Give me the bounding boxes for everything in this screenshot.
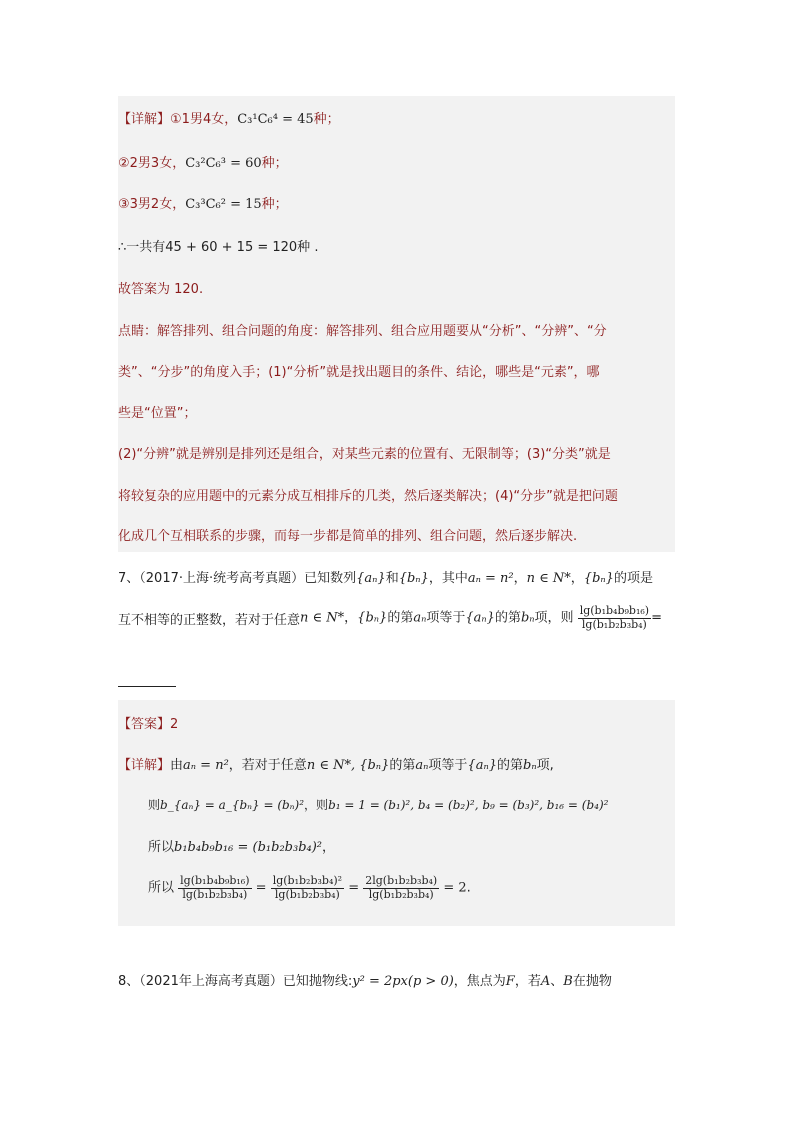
note-line-4: (2)“分辨”就是辨别是排列还是组合，对某些元素的位置有、无限制等；(3)“分类”就是 xyxy=(118,447,611,462)
detail-line-3: ③3男2女，C₃³C₆² = 15种； xyxy=(118,197,288,212)
detail2-line-2: 则b_{aₙ} = a_{bₙ} = (bₙ)²，则b₁ = 1 = (b₁)², b₄ = (b₂)², b₉ = (b₃)², b₁₆ = (b₄)² xyxy=(148,798,609,812)
detail2-line-1: 【详解】由aₙ = n²，若对于任意n ∈ N*, {bₙ}的第aₙ项等于{aₙ}的第bₙ项, xyxy=(118,758,554,773)
answer-blank xyxy=(118,686,176,687)
q8-line-1: 8、（2021年上海高考真题）已知抛物线:y² = 2px(p > 0)，焦点为F，若A、B在抛物 xyxy=(118,974,612,989)
detail-line-1: 【详解】①1男4女，C₃¹C₆⁴ = 45种； xyxy=(118,112,340,127)
note-line-2: 类”、“分步”的角度入手；(1)“分析”就是找出题目的条件、结论，哪些是“元素”，哪 xyxy=(118,365,600,380)
answer-statement: 故答案为 120. xyxy=(118,282,204,297)
note-line-5: 将较复杂的应用题中的元素分成互相排斥的几类，然后逐类解决；(4)“分步”就是把问题 xyxy=(118,489,618,504)
detail-tag: 【详解】 xyxy=(118,112,171,127)
q7-line-2: 互不相等的正整数，若对于任意n ∈ N*，{bₙ}的第aₙ项等于{aₙ}的第bₙ项，则 $\frac{\text{lg(b₁b₄b₉b₁₆)}}{\text{lg(b₁b₂b₃b₄)}}$ = xyxy=(118,604,662,631)
detail2-line-3: 所以b₁b₄b₉b₁₆ = (b₁b₂b₃b₄)²， xyxy=(148,840,336,855)
note-line-3: 些是“位置”； xyxy=(118,406,197,421)
detail2-line-4: 所以 $\frac{\text{lg(b₁b₄b₉b₁₆)}}{\text{lg(b₁b₂b₃b₄)}}$ = $\frac{\text{lg(b₁b₂b₃b₄)²}}{\text{lg(b₁b₂b₃b₄)}}$ = $\frac{\text{2lg(b₁b₂b₃b₄)}}{\text{lg(b₁b₂b₃b₄)}}$ = 2. xyxy=(148,874,471,901)
q7-line-1: 7、（2017·上海·统考高考真题）已知数列{aₙ}和{bₙ}，其中aₙ = n²，n ∈ N*，{bₙ}的项是 xyxy=(118,571,653,586)
q7-fraction: $\frac{\text{lg(b₁b₄b₉b₁₆)}}{\text{lg(b₁b₂b₃b₄)}}$ xyxy=(579,604,650,631)
note-line-6: 化成几个互相联系的步骤，而每一步都是简单的排列、组合问题，然后逐步解决. xyxy=(118,529,578,544)
detail-line-4: ∴一共有45 + 60 + 15 = 120种 . xyxy=(118,240,319,255)
answer-line: 【答案】2 xyxy=(118,717,179,732)
detail-line-2: ②2男3女，C₃²C₆³ = 60种； xyxy=(118,156,288,171)
note-line-1: 点睛：解答排列、组合问题的角度：解答排列、组合应用题要从“分析”、“分辨”、“分 xyxy=(118,324,607,339)
